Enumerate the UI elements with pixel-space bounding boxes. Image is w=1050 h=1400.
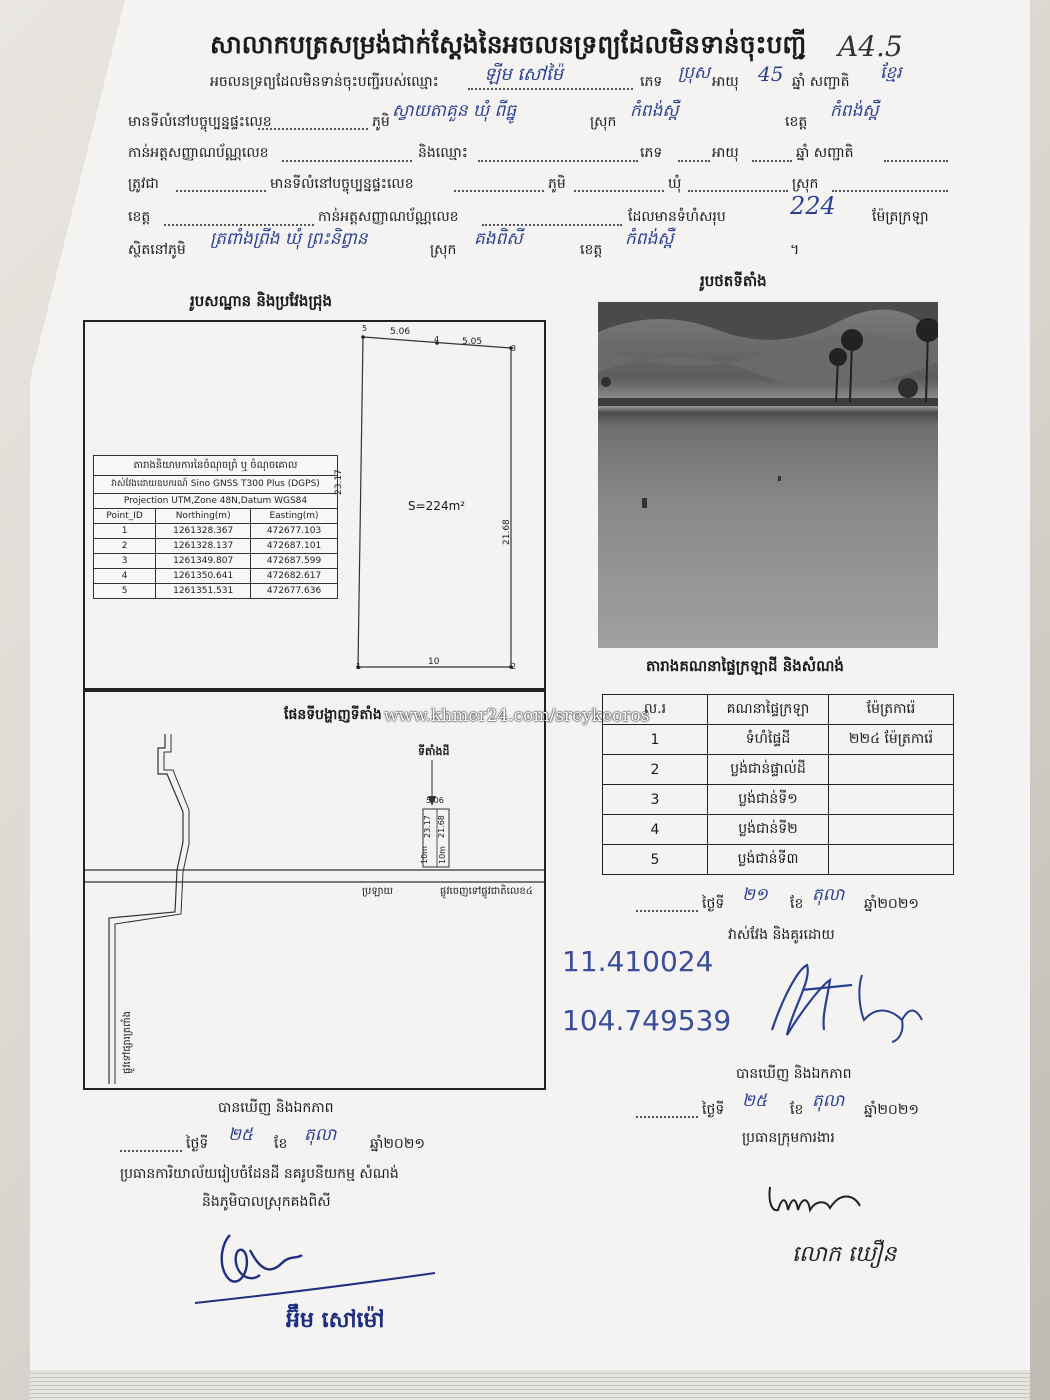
plot-point-4: 4 [434,335,440,344]
coordinate-table [93,455,338,599]
tree-shape [601,377,611,387]
table-row [94,524,338,539]
photo-scene [598,302,938,648]
area-cell: ២២៤ ម៉ែត្រការ៉េ [829,725,954,755]
surveyor-day: ២១ [742,885,768,905]
coord-cell: 1261328.367 [156,524,251,539]
area-cell [829,785,954,815]
land-location-label: ស្ថិតនៅភូមិ [128,242,186,258]
chief-role: ប្រធានក្រុមការងារ [742,1130,835,1146]
gps-latitude: 11.410024 [562,945,714,978]
spouse-district-line [832,190,948,192]
land-province-label: ខេត្ត [580,242,603,258]
coord-cell: 1261350.641 [156,569,251,584]
owner-sex: ប្រុស [678,63,711,83]
id-card-line [282,160,412,162]
chief-date-prefix: ថ្ងៃទី [702,1102,725,1118]
area-header-no: ល.រ [603,695,708,725]
plot-side-top-right: 5.05 [462,337,483,347]
area-table [602,694,954,875]
id-card-label: កាន់អត្តសញ្ញាណប័ណ្ណលេខ [128,145,269,161]
office-year: ឆ្នាំ២០២១ [370,1136,426,1152]
relation-label: ត្រូវជា [128,176,159,192]
chief-date-line [636,1116,698,1118]
sentence-end: ។ [790,242,800,258]
chief-month-label: ខែ [790,1102,804,1118]
province2-label: ខេត្ត [128,209,151,225]
spouse-age-label: អាយុ [712,145,739,161]
location-section-title: ផែនទីបង្ហាញទីតាំង [284,707,382,723]
province-label: ខេត្ត [785,114,808,130]
plot-side-left: 23.17 [334,469,344,495]
surveyor-signature [752,950,942,1045]
coord-cell: 472687.599 [251,554,338,569]
surveyor-month: តុលា [812,885,845,905]
gps-longitude: 104.749539 [562,1004,732,1037]
coord-cell: 1261349.807 [156,554,251,569]
total-area-label: ដែលមានទំហំសរុប [628,209,726,225]
area-cell: ប្លង់ជាន់ទី១ [708,785,829,815]
plot-point-5: 5 [362,324,368,333]
area-table-title: តារាងគណនាផ្ទៃក្រឡាដី និងសំណង់ [646,657,844,675]
spouse-address-label: មានទីលំនៅបច្ចុប្បន្នផ្ទះលេខ [270,176,414,192]
office-date-line [120,1150,182,1152]
tree-shape [898,378,918,398]
plan-section-title: រូបសណ្ឋាន និងប្រវែងជ្រុង [190,292,332,310]
chief-month: តុលា [812,1091,845,1111]
coord-header-id: Point_ID [94,509,156,524]
office-seen-label: បានឃើញ និងឯកភាព [218,1100,334,1116]
plot-vertex [361,335,365,339]
table-row [603,815,954,845]
coord-cell: 1261351.531 [156,584,251,599]
office-role-line2: និងភូមិបាលស្រុកគងពិសី [202,1194,331,1210]
office-official-name: អ៊ឹម សៅម៉ៅ [286,1308,385,1333]
horizon-band [598,398,938,406]
owner-village: ស្វាយតាគួន ឃុំ ពីធ្នូ [392,101,517,121]
relation-line [176,190,266,192]
map-dim-bottom-left: 10m [420,846,429,864]
area-header-sqm: ម៉ែត្រការ៉េ [829,695,954,725]
land-province: កំពង់ស្ពឺ [625,229,674,249]
spouse-commune-label: ឃុំ [668,176,682,192]
area-unit: ម៉ែត្រក្រឡា [872,209,929,225]
village-label: ភូមិ [372,114,390,130]
owner-label: អចលនទ្រព្យដែលមិនទាន់ចុះបញ្ជីរបស់ឈ្មោះ [210,74,439,90]
surveyor-date-line [636,910,698,912]
cloud-shape [598,302,938,340]
chief-day: ២៥ [742,1091,767,1111]
cloud-shape [598,336,938,388]
address-label: មានទីលំនៅបច្ចុប្បន្នផ្ទះលេខ [128,114,272,130]
surveyor-date-prefix: ថ្ងៃទី [702,896,725,912]
area-cell: ទំហំផ្ទៃដី [708,725,829,755]
table-row [603,845,954,875]
spouse-id-label: កាន់អត្តសញ្ញាណប័ណ្ណលេខ [318,209,459,225]
land-village: ត្រពាំងព្រីង ឃុំ ព្រះនិព្វាន [210,229,368,249]
palm-crown [916,318,938,342]
spouse-sex-line [678,160,710,162]
owner-age: 45 [758,62,784,86]
spouse-id-line [482,224,622,226]
document-title: សាលាកបត្រសម្រង់ជាក់ស្តែងនៃអចលនទ្រព្យដែលមិនទាន់ចុះបញ្ជី [210,30,807,59]
photo-section-title: រូបថតទីតាំង [700,272,767,290]
map-dim-top: 5.06 [426,796,444,805]
house-no-line [258,128,368,130]
table-row [94,554,338,569]
chief-year: ឆ្នាំ២០២១ [864,1102,920,1118]
owner-nationality: ខ្មែរ [880,63,902,83]
stake-marker [642,498,647,508]
spouse-village-label: ភូមិ [548,176,566,192]
coord-cell: 1 [94,524,156,539]
office-signature [190,1215,440,1310]
plot-point-3: 3 [511,344,517,353]
spouse-district-label: ស្រុក [792,176,819,192]
palm-trunk [926,332,928,402]
area-cell: 5 [603,845,708,875]
paper-stack-edges [30,1370,1030,1400]
office-role-line1: ប្រធានការិយាល័យរៀបចំដែនដី នគរូបនីយកម្ម សំណង់ [120,1166,399,1182]
coord-cell: 472682.617 [251,569,338,584]
spouse-sex-label: ភេទ [640,145,663,161]
coord-cell: 3 [94,554,156,569]
map-dim-bottom-right: 10m [438,846,447,864]
spouse-nat-label: ឆ្នាំ សញ្ជាតិ [796,145,854,161]
plot-side-right: 21.68 [502,519,512,545]
table-row [603,725,954,755]
coord-cell: 1261328.137 [156,539,251,554]
area-header-item: គណនាផ្ទៃក្រឡា [708,695,829,725]
plot-point-2: 2 [511,662,517,671]
site-label: ទីតាំងដី [418,745,450,758]
spouse-village-line [574,190,664,192]
owner-province: កំពង់ស្ពឺ [830,101,879,121]
coord-cell: 5 [94,584,156,599]
spouse-line [478,160,638,162]
coord-cell: 472687.101 [251,539,338,554]
watermark-text: www.khmer24.com/sreykeoros [384,706,650,726]
chief-seen-label: បានឃើញ និងឯកភាព [736,1066,852,1082]
owner-name: ឡីម សៅម៉ៃ [484,64,564,85]
vertical-road-label: ផ្លូវទៅផ្សារត្រពាំង [122,1011,133,1074]
road-label: ផ្លូវចេញទៅផ្លូវជាតិលេខ៤ [440,886,533,897]
coord-cell: 2 [94,539,156,554]
table-row [94,569,338,584]
area-cell: 1 [603,725,708,755]
total-area-value: 224 [790,192,836,220]
chief-signature [760,1172,870,1222]
coord-table-projection: Projection UTM,Zone 48N,Datum WGS84 [94,494,338,509]
area-cell [829,845,954,875]
area-cell [829,815,954,845]
surveyor-year: ឆ្នាំ២០២១ [864,896,920,912]
spouse-house-line [454,190,544,192]
coord-cell: 4 [94,569,156,584]
coord-table-title: តារាងនិយាមការនៃចំណុចព្រំ ឬ ចំណុចគោល [94,456,338,476]
office-date-prefix: ថ្ងៃទី [186,1136,209,1152]
spouse-commune-line [688,190,788,192]
coord-header-easting: Easting(m) [251,509,338,524]
table-row [603,755,954,785]
district-label: ស្រុក [590,114,617,130]
table-row [94,539,338,554]
office-month: តុលា [304,1125,337,1145]
sex-label: ភេទ [640,74,663,90]
plot-area: S=224m² [408,499,466,513]
plot-point-1: 1 [356,662,362,671]
site-photo [598,302,938,648]
plot-side-top-left: 5.06 [390,327,411,337]
surveyor-month-label: ខែ [790,896,804,912]
coord-cell: 472677.103 [251,524,338,539]
coord-cell: 472677.636 [251,584,338,599]
area-cell: ប្លង់ជាន់ផ្ទាល់ដី [708,755,829,785]
palm-crown [841,329,863,351]
map-dim-left: 23.17 [423,815,432,838]
palm-crown [829,348,847,366]
chief-name: លោក ឃឿន [792,1242,897,1267]
coord-table-subtitle: វាស់វែងដោយឧបករណ៍ Sino GNSS T300 Plus (DGPS) [94,476,338,494]
province2-line [164,224,314,226]
canal-label: ប្រឡាយ [362,886,394,897]
land-district-label: ស្រុក [430,242,457,258]
area-cell: 3 [603,785,708,815]
plot-side-bottom: 10 [428,657,440,667]
nationality-label: ឆ្នាំ សញ្ជាតិ [792,74,850,90]
area-cell: 2 [603,755,708,785]
map-dim-right: 21.68 [437,815,446,838]
table-row [603,785,954,815]
owner-district: កំពង់ស្ពឺ [630,101,679,121]
land-district: គងពិសី [474,229,523,249]
office-day: ២៥ [228,1125,253,1145]
corner-mark: A4.5 [838,30,903,63]
area-cell: ប្លង់ជាន់ទី២ [708,815,829,845]
spouse-nat-line [884,160,948,162]
coord-header-northing: Northing(m) [156,509,251,524]
area-cell: ប្លង់ជាន់ទី៣ [708,845,829,875]
area-cell [829,755,954,785]
area-cell: 4 [603,815,708,845]
age-label: អាយុ [712,74,739,90]
stake-marker [778,476,781,481]
surveyor-role: វាស់វែង និងគូរដោយ [728,927,835,943]
spouse-age-line [752,160,792,162]
table-row [94,584,338,599]
office-month-label: ខែ [274,1136,288,1152]
spouse-label: និងឈ្មោះ [418,145,468,161]
